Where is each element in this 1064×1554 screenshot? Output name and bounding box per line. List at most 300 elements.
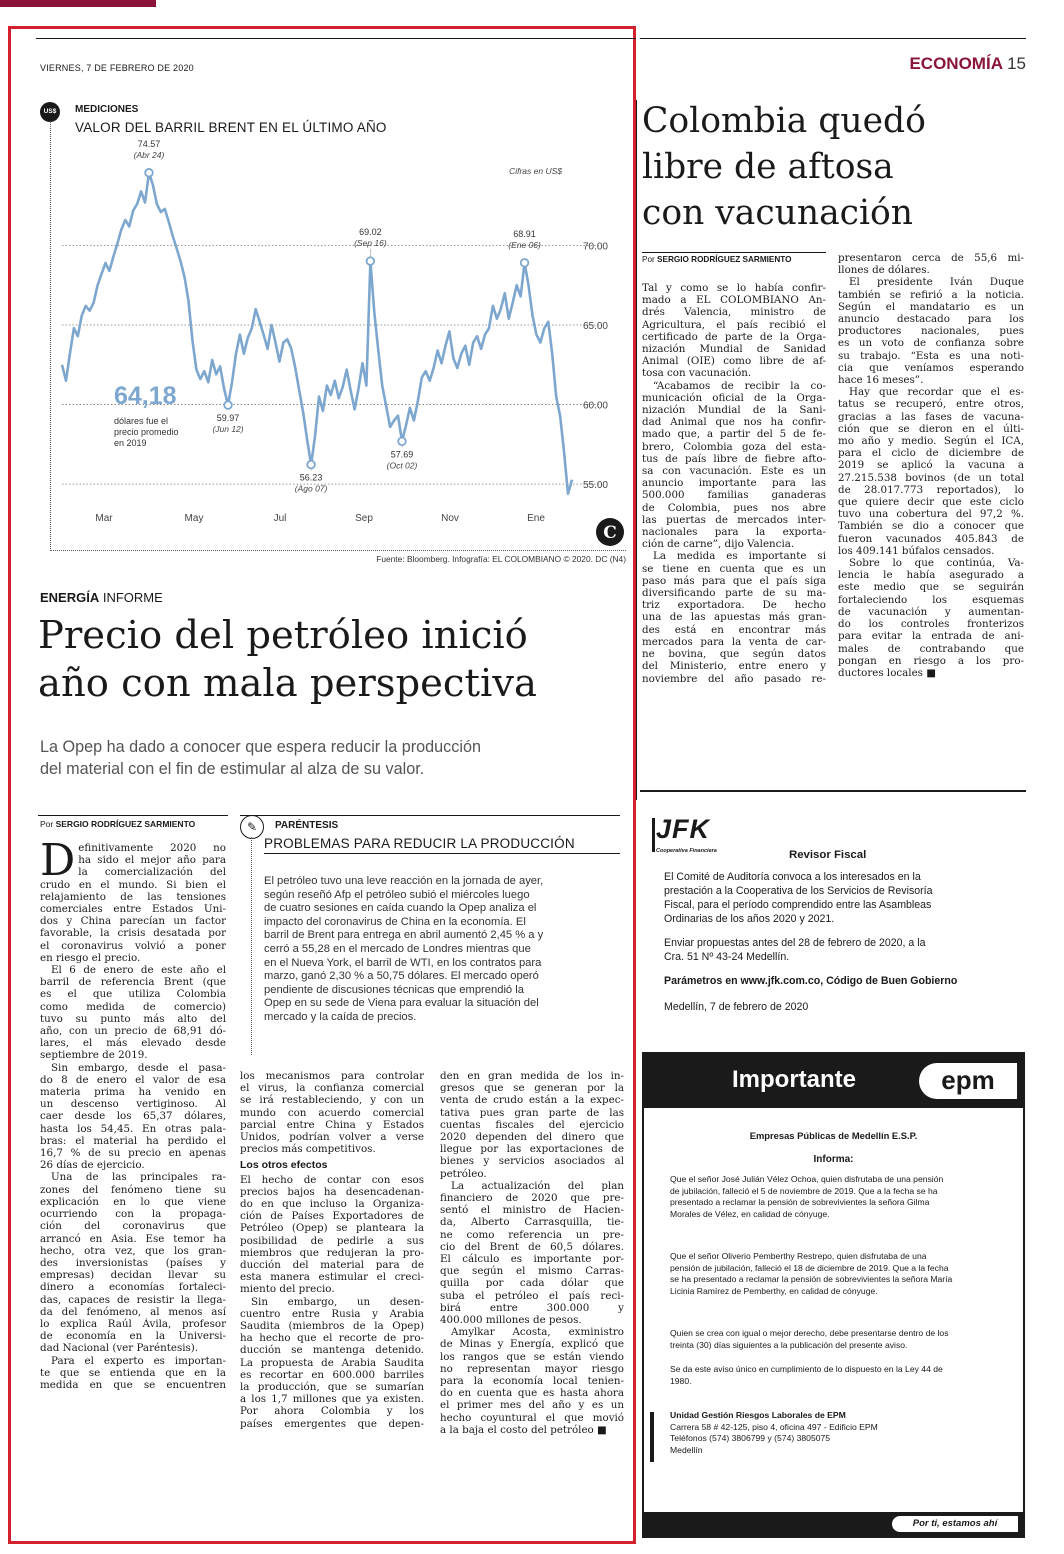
epm-title: Importante (732, 1066, 857, 1093)
article-body-line: llegue por las exportaciones de (440, 1143, 624, 1156)
article-body-line: países emergentes que depen- (240, 1417, 424, 1430)
article-body-line: El hecho de contar con esos (240, 1173, 424, 1186)
article-body-line: petróleo. (440, 1167, 487, 1180)
chart-source: Fuente: Bloomberg. Infografía: EL COLOMBIANO © 2020. DC (N4) (376, 554, 626, 564)
epm-line: presentado a reclamar la pensión de sobrevivientes la señora Gilma (670, 1197, 930, 1207)
side-body-line: este medio que se seguirán (838, 581, 1024, 594)
article-body-line: los mecanismos para controlar (240, 1070, 424, 1082)
x-tick-label: Nov (441, 513, 459, 524)
epm-line: de jubilación, falleció el 5 de noviembre de 2019. Que a la fecha se ha (670, 1185, 938, 1196)
side-body-line: anuncio importante para las (642, 477, 826, 490)
article-body-line: bras: el material ha perdido el (40, 1134, 226, 1147)
side-body-line: mo año y medio. Según el ICA, (838, 435, 1024, 448)
article-body-line: es recortar en 600.000 barriles (240, 1368, 424, 1381)
article-body-line: comerciales entre Estados Uni- (40, 903, 226, 916)
side-body-line: des está en encontrar más (642, 623, 826, 636)
article-body-line: de economía en la Universi- (40, 1330, 226, 1343)
annotation-value: 68.91 (513, 228, 536, 239)
article-body-line: des inversionistas (países y (40, 1256, 226, 1269)
y-tick-label: 70.00 (582, 241, 608, 253)
side-col-2 (838, 252, 1024, 679)
parentesis-body (264, 875, 620, 1025)
epm-paragraph-2 (670, 1251, 952, 1297)
article-body-line: ducción del material para de (240, 1259, 424, 1272)
article-body-line: la producción, que se sumarían (240, 1381, 424, 1394)
epm-footer (892, 1516, 1018, 1532)
epm-contact-line: Carrera 58 # 42-125, piso 4, oficina 497 - Edificio EPM (670, 1421, 878, 1432)
parentesis-line: pendiente de discusiones técnicas que emprendió la (264, 983, 524, 996)
article-body-line: caer desde los 65,37 dólares, (40, 1110, 226, 1123)
article-body-line: año, con un precio de 68,91 dó- (40, 1025, 226, 1038)
article-body-line: cuentas fiscales del ejercicio (440, 1118, 624, 1131)
side-body-line: es un voto de confianza sobre (838, 337, 1024, 350)
annotation-point (521, 259, 529, 267)
article-body-line: mundo con acuerdo comercial (240, 1106, 424, 1119)
article-body-line: a la baja el costo del petróleo ■ (440, 1423, 607, 1436)
epm-line: Quien se crea con igual o mejor derecho, debe presentarse dentro de los (670, 1328, 949, 1338)
article-body-line: 16,7 % de su precio en apenas (40, 1147, 226, 1160)
side-body-line: gracias a las fases de vacuna- (838, 410, 1024, 423)
side-body-line: tosa con vacunación. (642, 367, 752, 380)
epm-paragraph-1 (670, 1174, 943, 1220)
side-body-line: una de las apuestas más gran- (642, 611, 826, 624)
side-body-line: que quiere decir que este ciclo (838, 496, 1024, 509)
article-body-line: do en que incluso la Organiza- (240, 1198, 424, 1211)
epm-footer-text: Por ti, estamos ahí (912, 1518, 998, 1529)
epm-logo-text: epm (941, 1065, 995, 1095)
side-body-line: pongan en riesgo a los pro- (838, 654, 1024, 667)
side-col-1 (642, 282, 826, 685)
jfk-logo-sub: Cooperativa Financiera (656, 848, 717, 854)
parentesis-line: El petróleo tuvo una leve reacción en la jornada de ayer, (264, 875, 544, 887)
y-tick-label: 55.00 (582, 480, 608, 492)
parentesis-line: barril de Brent para entrega en abril aumentó 2,45 % a y (264, 929, 544, 942)
side-body-line: 2019 se aplicó la vacuna a (838, 459, 1024, 472)
side-body-line: Tal y como se lo había confir- (642, 282, 826, 294)
side-body-line: certificado de parte de la Orga- (642, 330, 826, 343)
article-body-line: a los 1,7 millones que ya existen. (240, 1393, 424, 1406)
x-tick-label: Mar (95, 513, 113, 524)
x-tick-label: Ene (527, 513, 545, 524)
article-body-line: empresas) decidan llevar su (40, 1269, 226, 1282)
article-body-line: zones del fenómeno tiene su (40, 1183, 226, 1196)
pin-icon: ✎ (240, 815, 264, 839)
jfk-heading: Revisor Fiscal (789, 849, 867, 861)
article-body-line: ha hecho que el recorte de pro- (240, 1332, 424, 1345)
page-number: 15 (1007, 54, 1026, 73)
publisher-logo-letter: C (603, 523, 617, 543)
chart-average-text-2: precio promedio (114, 427, 179, 437)
side-body-line: para el ciclo de diciembre de (838, 447, 1024, 460)
article-body-line: tuvo su punto más alto del (40, 1012, 226, 1025)
side-body-line: de vacunación y aumentan- (838, 605, 1024, 618)
article-body-line: posibilidad de pedirle a sus (240, 1234, 424, 1247)
epm-contact-line: Medellín (670, 1444, 703, 1455)
article-body-line: de Minas y Energía, explicó que (440, 1338, 624, 1351)
article-body-line: das, capaces de resistir la llega- (40, 1293, 226, 1306)
epm-contact (670, 1410, 878, 1456)
article-body-line: ción de Países Exportadores de (240, 1210, 424, 1223)
article-body-line: sentó el ministro de Hacien- (440, 1204, 624, 1217)
side-body-line: presentaron cerca de 55,6 mi- (838, 252, 1024, 264)
side-body-line: anuncio destacado para los (838, 313, 1024, 326)
article-body-line: Por ahora Colombia y los (240, 1405, 424, 1418)
article-col-1 (40, 835, 226, 1391)
article-body-line: dad Nacional (ver Paréntesis). (40, 1342, 199, 1355)
article-body-line: gresos que se generan por la (440, 1082, 624, 1095)
article-body-line: que según el mismo Carras- (440, 1265, 624, 1278)
article-body-line: Petróleo (Opep) se planteara la (240, 1222, 424, 1235)
annotation-value: 69.02 (359, 227, 382, 238)
article-body-line: ción del coronavirus que (40, 1220, 226, 1233)
article-body-line: cuentro entre Rusia y Arabia (240, 1307, 424, 1320)
annotation-point (367, 257, 375, 265)
article-body-line: te que se entienda que en la (40, 1366, 226, 1379)
side-body-line: su trabajo. “Esta es una noti- (838, 349, 1024, 362)
side-body-line: de 28.017.773 reportados), lo (838, 483, 1024, 496)
article-body-line: favorable, la crisis desatada por (40, 927, 226, 940)
side-body-line: nización Mundial de la Sani- (642, 404, 826, 417)
side-body-line: para evitar la entrada de ani- (838, 630, 1024, 643)
article-body-line: para la economía local tenien- (440, 1375, 624, 1388)
side-body-line: tus de país libre de fiebre afto- (642, 452, 826, 465)
section-label (909, 54, 1026, 74)
article-subhead: Los otros efectos (240, 1159, 328, 1172)
brent-chart (52, 136, 626, 546)
y-tick-label: 60.00 (582, 400, 608, 412)
article-body-line: septiembre de 2019. (40, 1049, 148, 1062)
side-body-line: noviembre del año pasado re- (642, 672, 826, 685)
article-body-line: precios bajos ha desencadenan- (240, 1185, 424, 1198)
article-headline (38, 612, 537, 708)
article-body-line: lo explica Raúl Ávila, profesor (40, 1317, 226, 1330)
article-body-line: miembros que redujeran la pro- (240, 1246, 424, 1259)
article-body-line: La propuesta de Arabia Saudita (240, 1356, 424, 1369)
epm-line: Morales de Vélez, en calidad de cónyuge. (670, 1208, 830, 1219)
deck-line-2: del material con el fin de estimular al alza de su valor. (40, 760, 425, 778)
side-body-line: también se refirió a la noticia. (838, 288, 1024, 301)
parentesis-kicker: PARÉNTESIS (275, 820, 339, 831)
article-body-line: hecho, otra vez, que los gran- (40, 1244, 226, 1257)
parentesis-line: de cuatro sesiones en caída cuando la Opep analiza el (264, 902, 537, 915)
article-col-3 (440, 1070, 624, 1436)
epm-informa: Informa: (813, 1154, 854, 1165)
side-byline (642, 255, 792, 264)
side-body-line: También se dio a conocer que (838, 520, 1024, 533)
side-body-line: ductores locales ■ (838, 666, 936, 679)
epm-contact-line: Teléfonos (574) 3806799 y (574) 3805075 (670, 1433, 831, 1443)
article-body-line: Saudita (miembros de la Opep) (240, 1320, 424, 1333)
byline-author: SERGIO RODRÍGUEZ SARMIENTO (55, 819, 196, 829)
jfk-paragraph-4: Medellín, 7 de febrero de 2020 (664, 1001, 809, 1013)
article-body-line: arrancó en Asia. Ese temor ha (40, 1232, 226, 1245)
annotation-date: (Oct 02) (386, 460, 418, 471)
chart-title: VALOR DEL BARRIL BRENT EN EL ÚLTIMO AÑO (75, 120, 387, 135)
side-body-line: “Acabamos de recibir la co- (653, 379, 826, 392)
annotation-point (398, 438, 406, 446)
jfk-paragraph-2 (664, 936, 1024, 964)
chart-average-value: 64,18 (114, 382, 177, 410)
side-body-line: 27.215.538 bovinos (de un total (838, 471, 1024, 484)
epm-line: Que el señor Oliverio Pemberthy Restrepo, quien disfrutaba de una (670, 1251, 927, 1261)
epm-line: Que el señor José Julián Vélez Ochoa, quien disfrutaba de una pensión (670, 1174, 944, 1184)
article-body-line: cio del Brent de 60,5 dólares. (440, 1240, 624, 1253)
article-body-line: La actualización del plan (451, 1179, 624, 1192)
epm-company: Empresas Públicas de Medellín E.S.P. (749, 1130, 918, 1141)
article-dropcap: D (40, 835, 76, 886)
article-body-line: Sin embargo, un desen- (251, 1295, 424, 1308)
chart-average-text-3: en 2019 (114, 438, 147, 448)
article-kicker-bold: ENERGÍA (40, 590, 100, 605)
side-body-line: Hay que recordar que el es- (849, 386, 1024, 399)
article-body-line: como medida de comercio) (40, 1000, 226, 1013)
annotation-value: 57.69 (390, 449, 414, 460)
side-headline-2: libre de aftosa (642, 147, 894, 187)
side-body-line: sa con vacunación. Este es un (642, 465, 826, 478)
article-body-line: la comercialización del (78, 866, 226, 879)
article-body-line: el virus, la confianza comercial (240, 1082, 424, 1095)
article-body-line: barril de referencia Brent (que (40, 976, 226, 989)
article-byline (40, 819, 195, 829)
side-body-line: 500.000 familias ganaderas (642, 489, 826, 502)
article-body-line: miento del precio. (240, 1283, 335, 1296)
jfk-line: Fiscal, para el período comprendido entre las Asambleas (664, 899, 932, 911)
jfk-paragraph-1 (664, 870, 1024, 926)
annotation-value: 74.57 (137, 138, 161, 149)
article-body-line: los rangos que se están viendo (440, 1350, 624, 1363)
side-body-line: do los controles fronterizos (838, 618, 1024, 631)
parentesis-line: mercado y la caída de precios. (264, 1010, 417, 1023)
annotation-point (307, 461, 315, 469)
annotation-value: 59.97 (216, 413, 240, 424)
side-body-line: municación oficial de la Orga- (642, 391, 826, 404)
annotation-date: (Ago 07) (294, 483, 328, 494)
side-body-line: La medida es importante si (653, 550, 826, 563)
side-body-line: tatus se recuperó, entre otros, (838, 398, 1024, 411)
side-body-line: fueron vacunados 405.843 de (838, 532, 1024, 545)
side-body-line: nización Mundial de Sanidad (642, 343, 826, 356)
article-kicker-rest: INFORME (99, 590, 163, 605)
side-body-line: las puertas de mercados inter- (642, 513, 826, 526)
side-body-line: triz exportadora. De hecho (642, 599, 826, 612)
parentesis-line: marzo, ganó 2,30 % a 50,75 dólares. El mercado operó (264, 970, 539, 983)
jfk-logo (656, 814, 710, 845)
epm-ad (642, 1052, 1025, 1538)
page-date: VIERNES, 7 DE FEBRERO DE 2020 (40, 63, 194, 73)
article-body-line: Sin embargo, desde el pasa- (51, 1061, 226, 1074)
annotation-date: (Sep 16) (354, 238, 387, 249)
article-body-line: el coronavirus volvió a poner (40, 939, 226, 952)
article-body-line: suba el petróleo el país reci- (440, 1289, 624, 1302)
dollar-icon-label: US$ (43, 108, 57, 115)
jfk-ad (642, 804, 1026, 1013)
dollar-icon (40, 102, 60, 122)
epm-contact-icon (650, 1412, 654, 1462)
epm-line: 1980. (670, 1375, 692, 1386)
side-body-line: paso más para que el país siga (642, 574, 826, 587)
headline-line-1: Precio del petróleo inició (38, 613, 528, 658)
chart-average-text-1: dólares fue el (114, 416, 169, 426)
article-kicker (40, 590, 163, 605)
article-body-line: se irá restableciendo, y con un (240, 1094, 424, 1107)
side-headline-1: Colombia quedó (642, 101, 926, 141)
article-body-line: El cálculo es importante por- (440, 1253, 624, 1266)
article-body-line: materia prima ha venido en (40, 1086, 226, 1099)
article-body-line: 2020 dependen del dinero que (440, 1131, 624, 1144)
article-body-line: 400.000 millones de pesos. (440, 1314, 582, 1327)
parentesis-box (240, 815, 620, 1055)
article-body-line: es el que utiliza Colombia (40, 988, 226, 1001)
side-body-line: diversificando parte de su ma- (642, 587, 826, 600)
chart-kicker: MEDICIONES (75, 104, 139, 115)
side-body-line: lencia le había asegurado a (838, 569, 1024, 582)
article-body-line: parcial entre China y Estados (240, 1118, 424, 1131)
chart-box (40, 100, 626, 570)
article-body-line: precios más competitivos. (240, 1143, 376, 1156)
parentesis-line: cerró a 55,28 en el mercado de Londres mientras que (264, 942, 531, 955)
byline-prefix: Por (40, 819, 56, 829)
epm-line: se ha presentado a reclamar la pensión de sobrevivientes la señora María (670, 1274, 953, 1284)
epm-paragraph-3 (670, 1328, 949, 1351)
x-tick-label: May (184, 513, 204, 524)
article-body-line: financiero de 2020 que pre- (440, 1192, 624, 1205)
article-body-line: dos y China parecían un factor (40, 915, 226, 928)
article-col-2 (240, 1070, 424, 1430)
side-body-line: Según el mandatario es un (838, 300, 1024, 313)
y-tick-label: 65.00 (582, 321, 608, 333)
article-body-line: lares, el más elevado desde (40, 1037, 226, 1050)
side-body-line: Agricultura, el país recibió el (642, 318, 826, 331)
side-body-line: males de contrabando que (838, 642, 1024, 655)
parentesis-line: en el Nueva York, el barril de WTI, en los contratos para (264, 956, 542, 969)
side-body-line: del Ministerio, entre enero y (642, 660, 826, 673)
article-body-line: tativa pues gran parte de las (440, 1106, 624, 1119)
article-body-line: den en gran medida de los in- (440, 1070, 624, 1082)
side-byline-prefix: Por (642, 255, 658, 264)
article-body-line: Amylkar Acosta, exministro (451, 1326, 624, 1339)
article-body-line: medida en que se encuentren (40, 1378, 226, 1391)
jfk-line: El Comité de Auditoría convoca a los interesados en la (664, 871, 921, 883)
article-body-line: hasta los 54,45. En otras pala- (40, 1122, 226, 1135)
epm-paragraph-4 (670, 1364, 943, 1387)
side-body-line: mercados para la venta de car- (642, 635, 826, 648)
deck-line-1: La Opep ha dado a conocer que espera reducir la producción (40, 738, 481, 756)
jfk-line: Enviar propuestas antes del 28 de febrero de 2020, a la (664, 937, 926, 949)
article-body-line: da del fenómeno, al menos así (40, 1305, 226, 1318)
article-body-line: efinitivamente 2020 no (78, 842, 226, 854)
epm-contact-line: Unidad Gestión Riesgos Laborales de EPM (670, 1410, 846, 1420)
side-body-line: mado que, a partir del 5 de fe- (642, 428, 826, 441)
annotation-point (224, 401, 232, 409)
side-body-line: ne bovina, que según datos (642, 648, 826, 661)
article-body-line: ha sido el mejor año para (78, 854, 226, 867)
annotation-date: (Ene 06) (508, 239, 541, 250)
article-body-line: ne como referencia un pre- (440, 1228, 624, 1241)
x-tick-label: Jul (273, 513, 287, 524)
article-body-line: no representan mayor riesgo (440, 1362, 624, 1375)
side-body-line: cia que veníamos esperando (838, 361, 1024, 374)
side-body-line: productores nacionales, pues (838, 325, 1024, 338)
side-body-line: Animal (OIE) como libre de af- (642, 355, 826, 368)
side-body-line: nacionales para la exporta- (642, 526, 826, 539)
article-body-line: 26 días de ejercicio. (40, 1159, 145, 1172)
epm-line: Se da este aviso único en cumplimiento de lo dispuesto en la Ley 44 de (670, 1364, 943, 1374)
article-body-line: Para el experto es importan- (51, 1354, 226, 1367)
chart-unit-note: Cifras en US$ (509, 166, 562, 176)
article-body-line: Una de las principales ra- (51, 1171, 226, 1184)
side-body-line: mado a EL COLOMBIANO An- (642, 294, 826, 307)
side-body-line: tuvo una cobertura del 97,2 %. (838, 508, 1024, 521)
epm-line: Licinia Ramírez de Pemberthy, en calidad de cónyuge. (670, 1285, 878, 1296)
article-deck (40, 736, 481, 780)
epm-logo (919, 1063, 1017, 1099)
article-body-line: do en cuenta que es hasta ahora (440, 1387, 624, 1400)
parentesis-line: según reseñó Afp el petróleo subió el miércoles luego (264, 888, 530, 901)
section-bar (0, 0, 156, 7)
article-body-line: da, Alberto Carrasquilla, tie- (440, 1216, 624, 1229)
jfk-paragraph-3: Parámetros en www.jfk.com.co, Código de Buen Gobierno (664, 975, 958, 987)
article-body-line: do 8 de enero el valor de esa (40, 1073, 226, 1086)
parentesis-line: impacto del coronavirus de China en la economía. El (264, 915, 526, 928)
side-body-line: ción que se dieron en el últi- (838, 422, 1024, 435)
article-body-line: ducción se mantenga detenido. (240, 1344, 424, 1357)
section-name: ECONOMÍA (909, 54, 1003, 73)
side-body-line: dad Animal que nos ha confir- (642, 416, 826, 429)
side-body-line: Sobre lo que continúa, Va- (849, 557, 1024, 570)
article-body-line: un descenso vertiginoso. Al (40, 1098, 226, 1111)
side-body-line: ción de carne”, dijo Valencia. (642, 538, 795, 551)
annotation-value: 56.23 (299, 472, 323, 483)
article-body-line: El 6 de enero de este año el (51, 964, 226, 977)
jfk-logo-text: JFK (656, 814, 711, 844)
side-headline (642, 98, 926, 236)
parentesis-line: Opep en su sede de Viena para evaluar la situación del (264, 997, 539, 1010)
article-body-line: explicación en lo que viene (40, 1195, 226, 1208)
side-body-line: fortaleciendo los esquemas (838, 593, 1024, 606)
article-body-line: venta de crudo están a la expec- (440, 1094, 624, 1107)
side-body-line: de Colombia, pues nos abre (642, 501, 826, 514)
side-byline-author: SERGIO RODRÍGUEZ SARMIENTO (657, 255, 792, 264)
article-body-line: relajamiento de las tensiones (40, 890, 226, 903)
jfk-line: prestación a la Cooperativa de los Servicios de Revisoría (664, 885, 933, 897)
side-body-line: hace 16 meses”. (838, 374, 924, 387)
epm-line: treinta (30) días siguientes a la publicación del presente aviso. (670, 1339, 908, 1350)
side-headline-3: con vacunación (642, 193, 914, 233)
annotation-date: (Abr 24) (133, 149, 165, 160)
side-body-line: los 409.141 búfalos censados. (838, 544, 995, 557)
side-body-line: llones de dólares. (838, 264, 930, 277)
article-body-line: bienes y servicios asociados al (440, 1155, 624, 1168)
side-body-line: brero, Colombia goza del esta- (642, 440, 826, 453)
article-body-line: ocurriendo con la propaga- (40, 1208, 226, 1221)
article-body-line: crudo en el mundo. Si bien el (40, 878, 226, 891)
article-body-line: el primer mes del año y es un (440, 1399, 624, 1412)
article-body-line: Unidos, podrían volver a verse (240, 1131, 424, 1144)
parentesis-title: PROBLEMAS PARA REDUCIR LA PRODUCCIÓN (264, 836, 575, 851)
annotation-point (145, 169, 153, 177)
jfk-line: Ordinarias de los años 2020 y 2021. (664, 913, 835, 925)
article-body-line: hecho coyuntural el que movió (440, 1411, 624, 1424)
side-body-line: drés Valencia, ministro de (642, 306, 826, 319)
article-body-line: dinero a economías fortaleci- (40, 1281, 226, 1294)
article-body-line: quilla por cada dólar que (440, 1277, 624, 1290)
jfk-line: Cra. 51 Nº 43-24 Medellín. (664, 951, 790, 963)
epm-line: pensión de jubilación, falleció el 18 de diciembre de 2019. Que a la fecha (670, 1262, 949, 1273)
side-body-line: El presidente Iván Duque (849, 276, 1024, 289)
x-tick-label: Sep (355, 513, 373, 524)
article-body-line: en riesgo el precio. (40, 951, 141, 964)
article-body-line: esta manera estimular el creci- (240, 1271, 424, 1284)
